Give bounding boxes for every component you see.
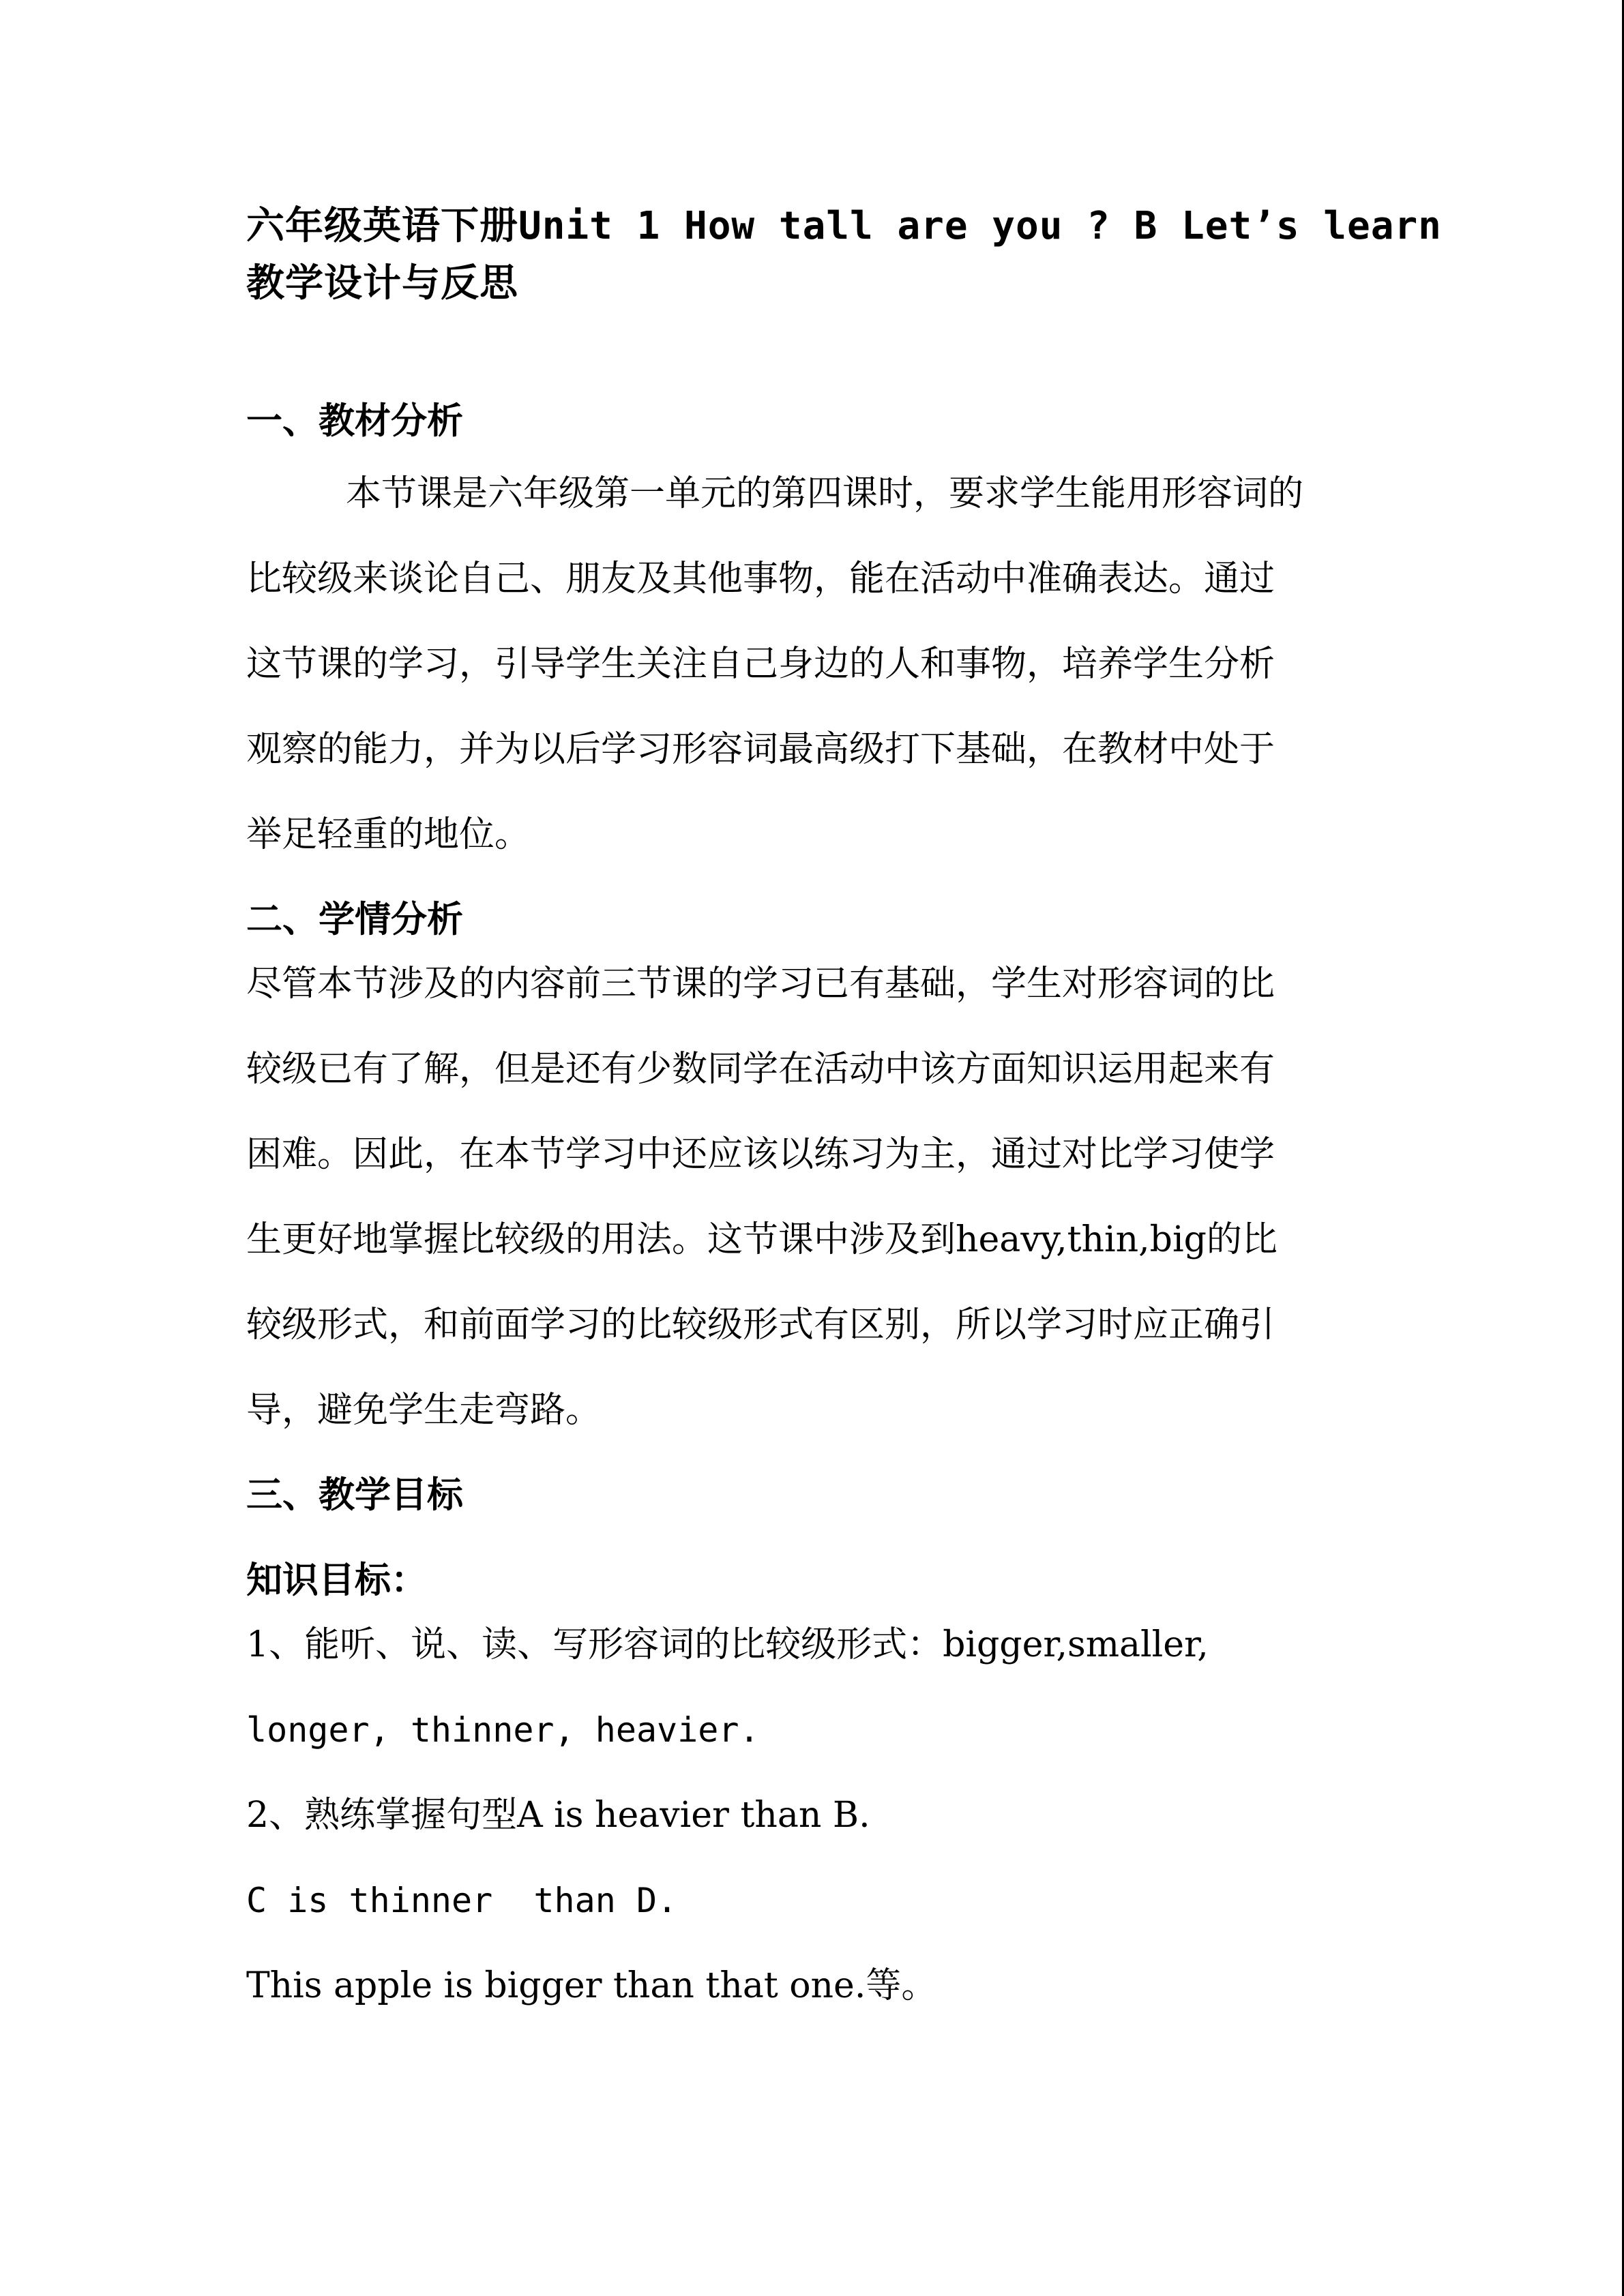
paragraph-line: 观察的能力，并为以后学习形容词最高级打下基础，在教材中处于: [246, 729, 1275, 770]
paragraph-line: 困难。因此，在本节学习中还应该以练习为主，通过对比学习使学: [246, 1134, 1275, 1175]
section-heading-textbook-analysis: 一、教材分析: [246, 400, 463, 442]
paragraph-line: 导，避免学生走弯路。: [246, 1390, 602, 1431]
objective-line: C is thinner than D.: [246, 1881, 678, 1920]
paragraph-line: 较级已有了解，但是还有少数同学在活动中该方面知识运用起来有: [246, 1049, 1275, 1090]
objective-line: 2、熟练掌握句型A is heavier than B.: [246, 1795, 870, 1836]
document-title-line-2: 教学设计与反思: [246, 261, 518, 305]
paragraph-line: 生更好地掌握比较级的用法。这节课中涉及到heavy,thin,big的比: [246, 1219, 1278, 1260]
section-body-textbook-analysis: [246, 451, 1382, 878]
objective-line: 1、能听、说、读、写形容词的比较级形式：bigger,smaller,: [246, 1624, 1209, 1665]
section-body-knowledge-objectives: [246, 1602, 1382, 2029]
section-heading-student-analysis: 二、学情分析: [246, 899, 463, 940]
paragraph-line: 举足轻重的地位。: [246, 814, 531, 855]
paragraph-line: 较级形式，和前面学习的比较级形式有区别，所以学习时应正确引: [246, 1304, 1275, 1345]
section-body-student-analysis: [246, 942, 1382, 1453]
section-heading-teaching-objectives: 三、教学目标: [246, 1474, 463, 1516]
paragraph-line: 这节课的学习，引导学生关注自己身边的人和事物，培养学生分析: [246, 644, 1275, 685]
paragraph-line: 尽管本节涉及的内容前三节课的学习已有基础，学生对形容词的比: [246, 964, 1275, 1004]
objective-line: This apple is bigger than that one.等。: [246, 1965, 937, 2006]
paragraph-line: 比较级来谈论自己、朋友及其他事物，能在活动中准确表达。通过: [246, 558, 1275, 599]
subheading-knowledge-objectives: 知识目标：: [246, 1560, 427, 1601]
paragraph-line: 本节课是六年级第一单元的第四课时，要求学生能用形容词的: [346, 473, 1304, 514]
objective-line: longer, thinner, heavier.: [246, 1710, 760, 1750]
document-content: [246, 198, 1442, 2029]
document-title-line-1: 六年级英语下册Unit 1 How tall are you ? B Let’s learn: [246, 204, 1442, 248]
